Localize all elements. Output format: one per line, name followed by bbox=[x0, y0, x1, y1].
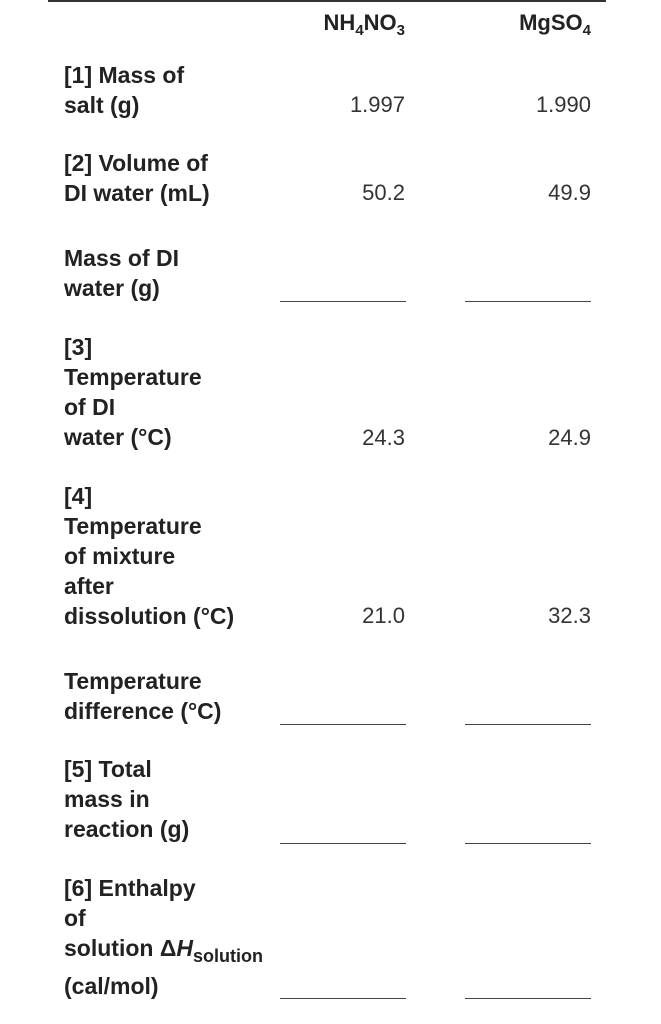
blank-nh4no3-total-mass bbox=[280, 843, 406, 844]
blank-mgso4-total-mass bbox=[465, 843, 591, 844]
value-mgso4-temperature-mixture: 32.3 bbox=[548, 603, 591, 628]
row-label-temperature-di-water: [3] Temperature of DI water (°C) bbox=[64, 334, 202, 450]
row-label-volume-di-water: [2] Volume of DI water (mL) bbox=[64, 150, 210, 206]
row-label-enthalpy-of-solution: [6] Enthalpy of solution $\Delta H_{solution}$ (cal/mol) bbox=[64, 875, 263, 999]
value-nh4no3-volume-di-water: 50.2 bbox=[362, 180, 405, 205]
blank-nh4no3-mass-di-water bbox=[280, 301, 406, 302]
value-mgso4-temperature-di-water: 24.9 bbox=[548, 425, 591, 450]
column-header-mgso4: MgSO$_4$ bbox=[519, 10, 591, 39]
row-label-temperature-mixture: [4] Temperature of mixture after dissolution (°C) bbox=[64, 483, 235, 629]
row-label-mass-di-water: Mass of DI water (g) bbox=[64, 245, 180, 301]
top-rule bbox=[48, 0, 606, 2]
blank-nh4no3-temperature-difference bbox=[280, 724, 406, 725]
value-nh4no3-mass-of-salt: 1.997 bbox=[349, 92, 405, 117]
value-mgso4-mass-of-salt: 1.990 bbox=[535, 92, 591, 117]
row-label-temperature-difference: Temperature difference (°C) bbox=[64, 668, 222, 724]
value-mgso4-volume-di-water: 49.9 bbox=[548, 180, 591, 205]
blank-mgso4-mass-di-water bbox=[465, 301, 591, 302]
value-nh4no3-temperature-mixture: 21.0 bbox=[362, 603, 405, 628]
blank-nh4no3-enthalpy bbox=[280, 998, 406, 999]
blank-mgso4-temperature-difference bbox=[465, 724, 591, 725]
value-nh4no3-temperature-di-water: 24.3 bbox=[362, 425, 405, 450]
blank-mgso4-enthalpy bbox=[465, 998, 591, 999]
row-label-total-mass: [5] Total mass in reaction (g) bbox=[64, 756, 190, 842]
row-label-mass-of-salt: [1] Mass of salt (g) bbox=[64, 62, 185, 118]
column-header-nh4no3: $NH_4NO_3$ bbox=[323, 10, 405, 39]
